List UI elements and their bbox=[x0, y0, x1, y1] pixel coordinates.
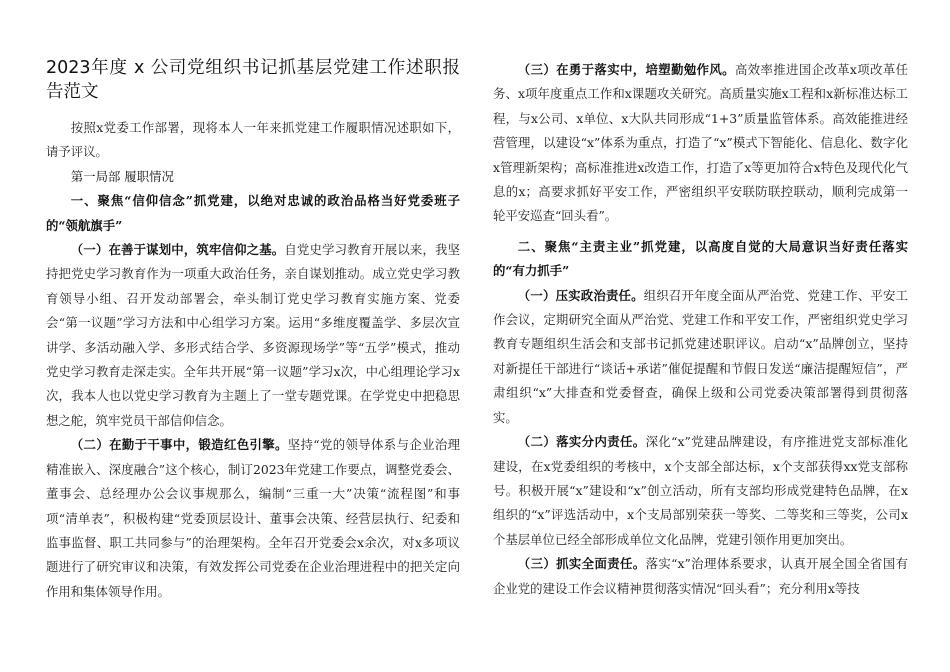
section2-heading: 二、聚焦“主责主业”抓党建，以高度自觉的大局意识当好责任落实的“有力抓手” bbox=[493, 238, 908, 279]
section2-paragraph-1 bbox=[493, 284, 908, 430]
section1-paragraph-2 bbox=[46, 433, 460, 604]
section1-heading: 一、聚焦“信仰信念”抓党建，以绝对忠诚的政治品格当好党委班子的“领航旗手” bbox=[46, 193, 460, 233]
section2-paragraph-2 bbox=[493, 430, 908, 552]
document-title: 2023年度 x 公司党组织书记抓基层党建工作述职报告范文 bbox=[46, 58, 460, 102]
section1-p2-lead: （二）在勤于干事中，锻造红色引擎。 bbox=[70, 437, 288, 453]
section1-p1-lead: （一）在善于谋划中，筑牢信仰之基。 bbox=[70, 242, 285, 258]
section1-paragraph-1 bbox=[46, 238, 460, 433]
intro-paragraph: 按照x党委工作部署，现将本人一年来抓党建工作履职情况述职如下，请予评议。 bbox=[46, 120, 460, 160]
section2-p3-body: 落实“x”治理体系要求，认真开展全国全省国有企业党的建设工作会议精神贯彻落实情况“回头看”；充分利用x等技 bbox=[493, 556, 908, 596]
section2-p2-lead: （二）落实分内责任。 bbox=[517, 434, 646, 450]
section2-p2-body: 深化“x”党建品牌建设，有序推进党支部标准化建设，在x党委组织的考核中，x个支部全部达标，x个支部获得xx党支部称号。积极开展“x”建设和“x”创立活动，所有支部均形成党建特色品牌，在x组织的“x”评选活动中，x个支局部别荣获一等奖、二等奖和三等奖，公司x个基层单位已经全部形成单位文化品牌，党建引领作用更加突出。 bbox=[493, 434, 908, 547]
section2-p3-lead: （三）抓实全面责任。 bbox=[517, 556, 646, 572]
right-column bbox=[493, 58, 908, 601]
section1-p1-body: 自党史学习教育开展以来，我坚持把党史学习教育作为一项重大政治任务，亲自谋划推动。成立党史学习教育领导小组、召开发动部署会，牵头制订党史学习教育实施方案、党委会“第一议题”学习方法和中心组学习方案。运用“多维度覆盖学、多层次宣讲学、多活动融入学、多形式结合学、多资源现场学”等“五学”模式，推动党史学习教育走深走实。全年共开展“第一议题”学习x次，中心组理论学习x次，我本人也以党史学习教育为主题上了一堂专题党课。在学党史中把稳思想之舵，筑牢党员干部信仰信念。 bbox=[46, 242, 461, 428]
section2-paragraph-3 bbox=[493, 552, 908, 601]
section1-p3-lead: （三）在勇于落实中，培塑勤勉作风。 bbox=[517, 62, 735, 77]
section1-p3-body: 高效率推进国企改革x项改革任务、x项年度重点工作和x课题攻关研究。高质量实施x工程和x新标准达标工程，与x公司、x单位、x大队共同形成“1+3”质量监管体系。高效能推进经营管理，以建设“x”体系为重点，打造了“x”模式下智能化、信息化、数字化x管理新架构；高标准推进x改造工作，打造了x等更加符合x特色及现代化气息的x；高要求抓好平安工作，严密组织平安联防联控联动，顺利完成第一轮平安巡查“回头看”。 bbox=[493, 62, 908, 224]
left-column bbox=[46, 56, 460, 604]
section2-p1-body: 组织召开年度全面从严治党、党建工作、平安工作会议，定期研究全面从严治党、党建工作和平安工作，严密组织党史学习教育专题组织生活会和支部书记抓党建述职评议。启动“x”品牌创立，坚持对新提任干部进行“谈话+承诺”催促提醒和节假日发送“廉洁提醒短信”，严肃组织“x”大排查和党委督查，确保上级和公司党委决策部署得到贯彻落实。 bbox=[493, 287, 908, 425]
part1-heading: 第一局部 履职情况 bbox=[70, 168, 174, 184]
section1-paragraph-3 bbox=[493, 58, 908, 229]
section1-p2-body: 坚持“党的领导体系与企业治理精准嵌入、深度融合”这个核心，制订2023年党建工作要点，调整党委会、董事会、总经理办公会议事规那么，编制“三重一大”决策“流程图”和事项“清单表”，积极构建“党委顶层设计、董事会决策、经营层执行、纪委和监事监督、职工共同参与”的治理架构。全年召开党委会x余次，对x多项议题进行了研究审议和决策，有效发挥公司党委在企业治理进程中的把关定向作用和集体领导作用。 bbox=[46, 437, 461, 599]
section2-p1-lead: （一）压实政治责任。 bbox=[517, 287, 644, 303]
